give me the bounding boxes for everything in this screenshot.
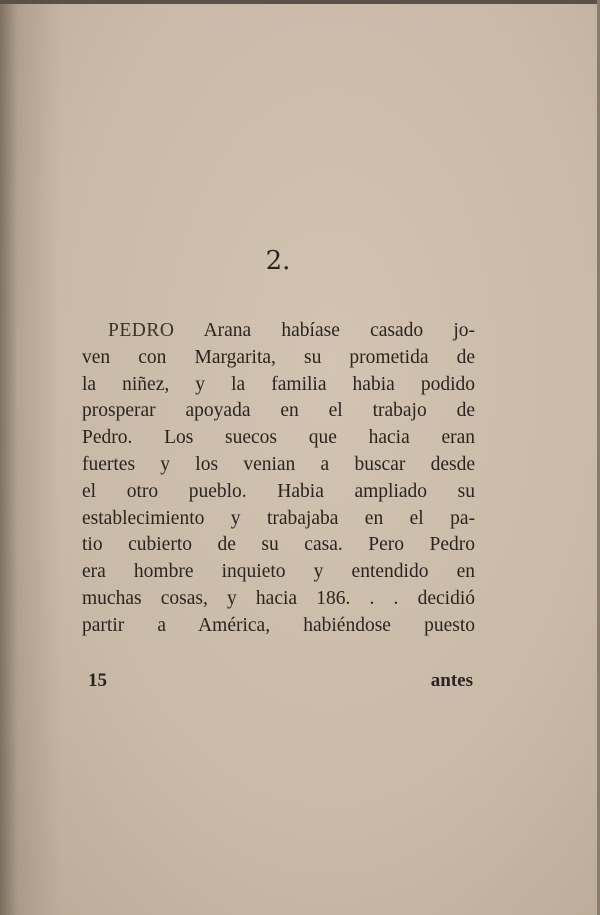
- text-line: el otro pueblo. Habia ampliado su: [82, 480, 475, 502]
- text-line: establecimiento y trabajaba en el pa-: [82, 507, 475, 529]
- text-line: fuertes y los venian a buscar desde: [82, 453, 475, 475]
- text-line: muchas cosas, y hacia 186. . . decidió: [82, 587, 475, 609]
- text-line: ven con Margarita, su prometida de: [82, 346, 475, 368]
- catchword: antes: [430, 670, 473, 691]
- text-line: [82, 318, 475, 345]
- text-line: tio cubierto de su casa. Pero Pedro: [82, 534, 475, 556]
- text-line: Pedro. Los suecos que hacia eran: [82, 427, 475, 449]
- text-line: la niñez, y la familia habia podido: [82, 373, 475, 395]
- text-line: era hombre inquieto y entendido en: [82, 561, 475, 583]
- text-line: partir a América, habiéndose puesto: [82, 614, 475, 636]
- page-number: 15: [88, 670, 107, 691]
- line-text: Arana habíase casado jo-: [203, 320, 475, 341]
- page-top-edge: [0, 0, 600, 4]
- text-line: prosperar apoyada en el trabajo de: [82, 400, 475, 422]
- paragraph: [82, 318, 475, 640]
- lead-word: PEDRO: [108, 320, 175, 341]
- chapter-number: 2.: [265, 246, 291, 276]
